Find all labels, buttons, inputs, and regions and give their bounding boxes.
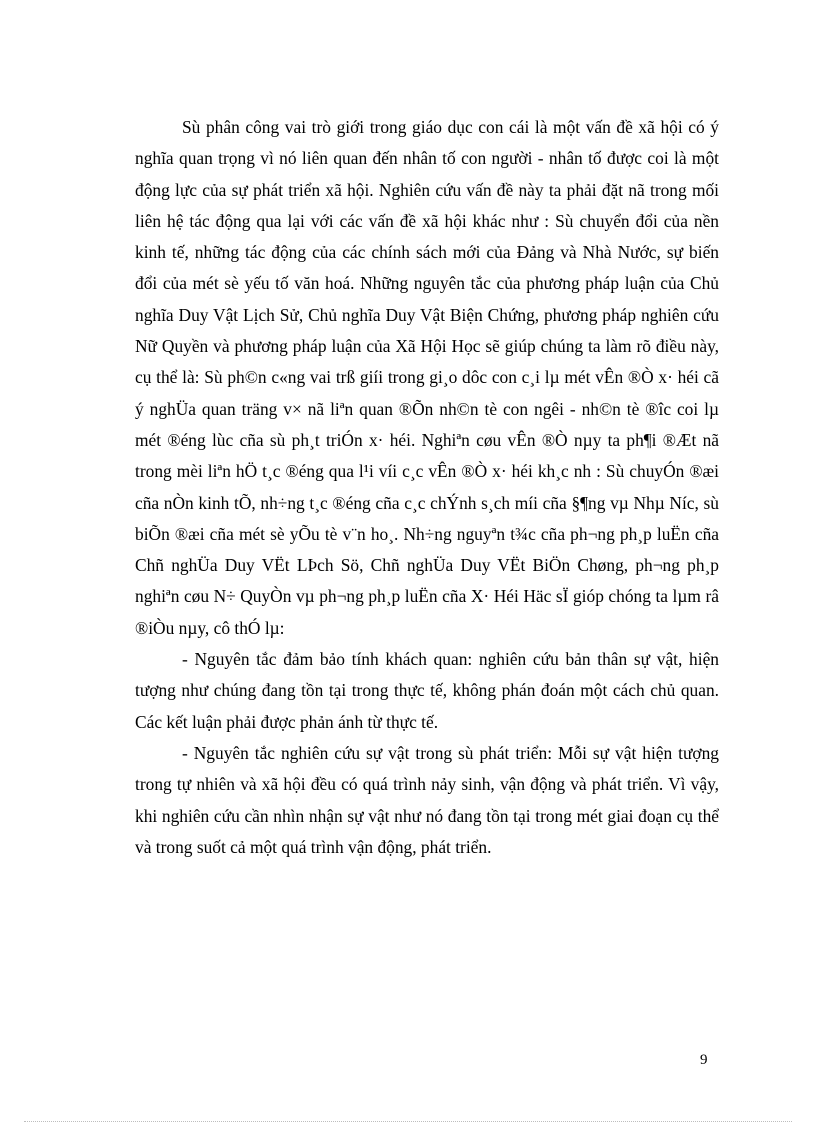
paragraph-objectivity-principle: - Nguyên tắc đảm bảo tính khách quan: nghiên cứu bản thân sự vật, hiện tượng như chúng đang tồn tại trong thực tế, không phán đoán một cách chủ quan. Các kết luận phải được phản ánh từ thực tế. xyxy=(135,649,719,732)
paragraph-development-principle: - Nguyên tắc nghiên cứu sự vật trong sù phát triển: Mỗi sự vật hiện tượng trong tự nhiên và xã hội đều có quá trình nảy sinh, vận động và phát triển. Vì vậy, khi nghiên cứu cần nhìn nhận sự vật như nó đang tồn tại trong mét giai đoạn cụ thể và trong suốt cả một quá trình vận động, phát triển. xyxy=(135,742,719,857)
page-number: 9 xyxy=(700,1052,708,1068)
document-body xyxy=(135,112,719,863)
page-bottom-divider xyxy=(24,1121,792,1122)
paragraph-intro: Sù phân công vai trò giới trong giáo dục con cái là một vấn đề xã hội có ý nghĩa quan trọng vì nó liên quan đến nhân tố con người - nhân tố được coi là một động lực của sự phát triển xã hội. Nghiên cứu vấn đề này ta phải đặt nã trong mối liên hệ tác động qua lại với các vấn đề xã hội khác như : Sù chuyển đổi của nền kinh tế, những tác động của các chính sách mới của Đảng và Nhà Nước, sự biến đổi của mét sè yếu tố văn hoá. Những nguyên tắc của phương pháp luận của Chủ nghĩa Duy Vật Lịch Sử, Chủ nghĩa Duy Vật Biện Chứng, phương pháp nghiên cứu Nữ Quyền và phương pháp luận của Xã Hội Học sẽ giúp chúng ta làm rõ điều này, cụ thể là: Sù ph©n c«ng vai trß giíi trong gi¸o dôc con c¸i lµ mét vÊn ®Ò x· héi cã ý nghÜa quan träng v× nã liªn quan ®Õn nh©n tè con ngêi - nh©n tè ®îc coi lµ mét ®éng lùc cña sù ph¸t triÓn x· héi. Nghiªn cøu vÊn ®Ò nµy ta ph¶i ®Æt nã trong mèi liªn hÖ t¸c ®éng qua l¹i víi c¸c vÊn ®Ò x· héi kh¸c nh : Sù chuyÓn ®æi cña nÒn kinh tÕ, nh÷ng t¸c ®éng cña c¸c chÝnh s¸ch míi cña §¶ng vµ Nhµ Níc, sù biÕn ®æi cña mét sè yÕu tè v¨n ho¸. Nh÷ng nguyªn t¾c cña ph¬ng ph¸p luËn cña Chñ nghÜa Duy VËt LÞch Sö, Chñ nghÜa Duy VËt BiÖn Chøng, ph¬ng ph¸p nghiªn cøu N÷ QuyÒn vµ ph¬ng ph¸p luËn cña X· Héi Häc sÏ gióp chóng ta lµm râ ®iÒu nµy, cô thÓ lµ: xyxy=(135,117,719,638)
